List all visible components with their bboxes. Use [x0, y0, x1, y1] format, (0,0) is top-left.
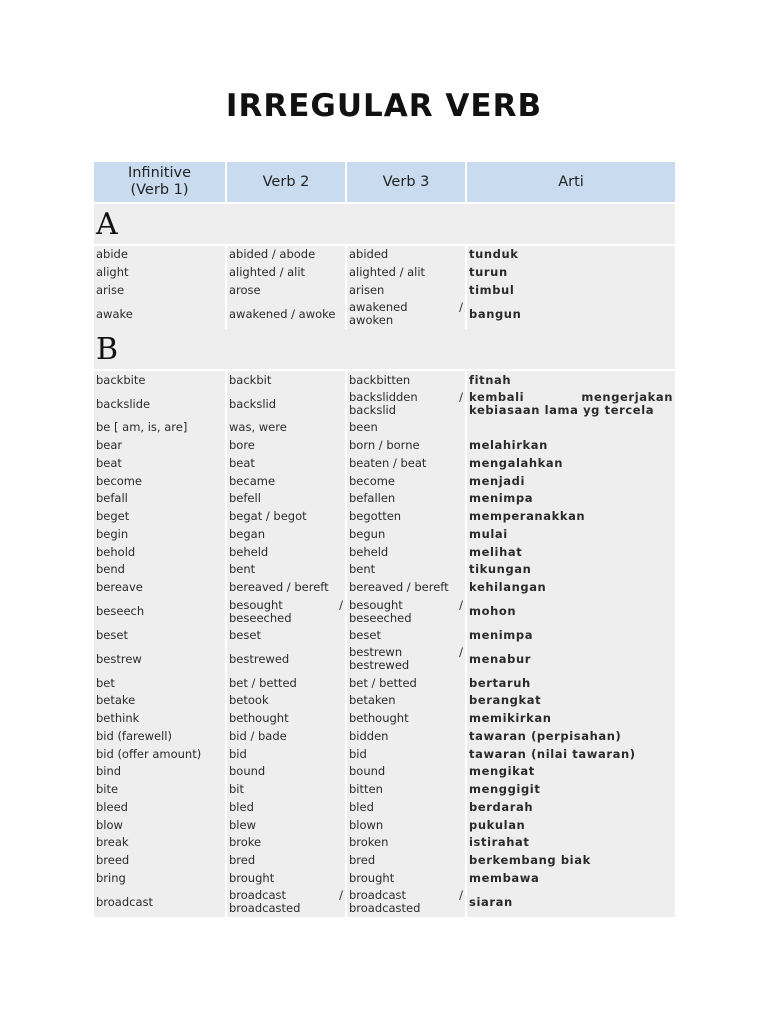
table-row [94, 834, 675, 852]
cell-arti: mulai [466, 526, 675, 544]
cell-verb3: backbitten [346, 370, 466, 389]
cell-infinitive: blow [94, 816, 226, 834]
table-row [94, 763, 675, 781]
cell-arti: memikirkan [466, 710, 675, 728]
cell-infinitive: bid (offer amount) [94, 745, 226, 763]
cell-infinitive: begin [94, 526, 226, 544]
table-row [94, 455, 675, 473]
table-row [94, 870, 675, 888]
table-row [94, 816, 675, 834]
cell-verb3: beset [346, 627, 466, 645]
cell-arti: memperanakkan [466, 508, 675, 526]
table-body [94, 203, 675, 917]
table-row [94, 674, 675, 692]
cell-verb2: awakened / awoke [226, 299, 346, 329]
cell-infinitive: bleed [94, 799, 226, 817]
cell-arti: turun [466, 264, 675, 282]
section-letter-b: B [94, 329, 675, 370]
cell-verb3: bidden [346, 728, 466, 746]
cell-arti: kembali mengerjakan kebiasaan lama yg tercela [466, 389, 675, 419]
slash-separator: / [459, 888, 463, 903]
table-row [94, 579, 675, 597]
cell-verb2: was, were [226, 419, 346, 437]
table-row [94, 245, 675, 264]
cell-verb3: bet / betted [346, 674, 466, 692]
cell-verb3-form-a: bestrewn [349, 645, 403, 660]
cell-arti: berkembang biak [466, 852, 675, 870]
cell-verb2: betook [226, 692, 346, 710]
cell-verb3: bereaved / bereft [346, 579, 466, 597]
cell-verb3-form-b: broadcasted [349, 901, 421, 916]
cell-verb3-form-a: broadcast [349, 888, 407, 903]
cell-verb3-form-a: backslidden [349, 390, 418, 404]
cell-arti: mengalahkan [466, 455, 675, 473]
cell-arti: tikungan [466, 561, 675, 579]
cell-verb2: bred [226, 852, 346, 870]
cell-verb3: alighted / alit [346, 264, 466, 282]
cell-verb2 [226, 597, 346, 627]
table-row [94, 781, 675, 799]
table-row [94, 526, 675, 544]
table-row [94, 370, 675, 389]
table-row [94, 627, 675, 645]
cell-infinitive: be [ am, is, are] [94, 419, 226, 437]
cell-verb3: brought [346, 870, 466, 888]
cell-arti: menabur [466, 644, 675, 674]
table-row [94, 710, 675, 728]
cell-verb3: bitten [346, 781, 466, 799]
table-row [94, 799, 675, 817]
cell-verb2-form-b: beseeched [229, 610, 292, 625]
cell-infinitive: bereave [94, 579, 226, 597]
slash-separator: / [459, 645, 463, 660]
cell-verb3-form-b: bestrewed [349, 658, 410, 673]
cell-verb3 [346, 644, 466, 674]
cell-verb3: bent [346, 561, 466, 579]
table-row [94, 692, 675, 710]
cell-verb3: abided [346, 245, 466, 264]
cell-verb3: bred [346, 852, 466, 870]
slash-separator: / [459, 390, 463, 404]
cell-verb2: bore [226, 437, 346, 455]
cell-verb2 [226, 887, 346, 917]
cell-verb3: born / borne [346, 437, 466, 455]
cell-verb2-form-a: broadcast [229, 888, 287, 903]
cell-verb2: abided / abode [226, 245, 346, 264]
section-row-a [94, 203, 675, 245]
cell-verb3-form-b: awoken [349, 313, 394, 328]
cell-verb3: bid [346, 745, 466, 763]
cell-infinitive: bestrew [94, 644, 226, 674]
table-row [94, 490, 675, 508]
cell-arti: mengikat [466, 763, 675, 781]
table-row [94, 282, 675, 300]
cell-infinitive: bear [94, 437, 226, 455]
cell-arti: bertaruh [466, 674, 675, 692]
cell-verb2: backbit [226, 370, 346, 389]
cell-verb2: bid / bade [226, 728, 346, 746]
table-row [94, 644, 675, 674]
cell-verb3: arisen [346, 282, 466, 300]
cell-verb2: begat / begot [226, 508, 346, 526]
cell-arti: menggigit [466, 781, 675, 799]
cell-infinitive: beseech [94, 597, 226, 627]
cell-verb2: bereaved / bereft [226, 579, 346, 597]
cell-arti: pukulan [466, 816, 675, 834]
cell-arti: fitnah [466, 370, 675, 389]
cell-arti: siaran [466, 887, 675, 917]
cell-verb2: backslid [226, 389, 346, 419]
irregular-verb-table [94, 162, 675, 917]
cell-verb3: betaken [346, 692, 466, 710]
cell-verb3: begun [346, 526, 466, 544]
table-row [94, 597, 675, 627]
cell-infinitive: abide [94, 245, 226, 264]
cell-infinitive: behold [94, 543, 226, 561]
cell-verb3 [346, 597, 466, 627]
slash-separator: / [459, 300, 463, 315]
cell-verb2: began [226, 526, 346, 544]
table-row [94, 728, 675, 746]
cell-infinitive: arise [94, 282, 226, 300]
cell-verb3: bound [346, 763, 466, 781]
cell-arti: menimpa [466, 490, 675, 508]
table-row [94, 389, 675, 419]
cell-infinitive: befall [94, 490, 226, 508]
header-infinitive-line1: Infinitive [127, 165, 192, 181]
cell-arti: berdarah [466, 799, 675, 817]
cell-arti: berangkat [466, 692, 675, 710]
cell-verb2: bestrewed [226, 644, 346, 674]
cell-verb3 [346, 299, 466, 329]
header-infinitive-line2: (Verb 1) [130, 182, 189, 198]
cell-verb3-line1 [349, 599, 463, 612]
cell-verb2: beset [226, 627, 346, 645]
cell-arti: mohon [466, 597, 675, 627]
cell-verb2: bet / betted [226, 674, 346, 692]
cell-verb3: beheld [346, 543, 466, 561]
table-row [94, 419, 675, 437]
header-infinitive [94, 162, 226, 203]
cell-infinitive: awake [94, 299, 226, 329]
table-row [94, 543, 675, 561]
cell-verb2-line1 [229, 599, 343, 612]
cell-verb3: begotten [346, 508, 466, 526]
cell-verb3-form-a: awakened [349, 300, 408, 315]
table-row [94, 745, 675, 763]
table-row [94, 472, 675, 490]
cell-infinitive: break [94, 834, 226, 852]
cell-verb2: broke [226, 834, 346, 852]
page-title: IRREGULAR VERB [225, 88, 543, 124]
cell-arti: menimpa [466, 627, 675, 645]
cell-verb2: bound [226, 763, 346, 781]
table-row [94, 264, 675, 282]
cell-infinitive: bid (farewell) [94, 728, 226, 746]
table-row [94, 887, 675, 917]
cell-verb2: blew [226, 816, 346, 834]
cell-arti: istirahat [466, 834, 675, 852]
table-row [94, 437, 675, 455]
cell-verb3: blown [346, 816, 466, 834]
cell-infinitive: beat [94, 455, 226, 473]
cell-infinitive: breed [94, 852, 226, 870]
cell-verb3-form-b: beseeched [349, 610, 412, 625]
cell-arti: membawa [466, 870, 675, 888]
cell-infinitive: bite [94, 781, 226, 799]
cell-verb3: bled [346, 799, 466, 817]
cell-verb2: bethought [226, 710, 346, 728]
cell-verb2: bid [226, 745, 346, 763]
cell-infinitive: become [94, 472, 226, 490]
cell-arti: menjadi [466, 472, 675, 490]
slash-separator: / [339, 888, 343, 903]
header-verb3: Verb 3 [346, 162, 466, 203]
cell-arti: melahirkan [466, 437, 675, 455]
cell-infinitive: backslide [94, 389, 226, 419]
table-header-row [94, 162, 675, 203]
cell-verb2: arose [226, 282, 346, 300]
cell-arti: tawaran (nilai tawaran) [466, 745, 675, 763]
cell-arti: tunduk [466, 245, 675, 264]
table-row [94, 508, 675, 526]
table-row [94, 852, 675, 870]
cell-verb3-form-a: besought [349, 597, 403, 612]
cell-arti: bangun [466, 299, 675, 329]
cell-verb3: broken [346, 834, 466, 852]
cell-infinitive: beset [94, 627, 226, 645]
header-arti: Arti [466, 162, 675, 203]
cell-arti [466, 419, 675, 437]
cell-infinitive: bind [94, 763, 226, 781]
section-row-b [94, 329, 675, 370]
cell-verb2: beheld [226, 543, 346, 561]
cell-verb2: befell [226, 490, 346, 508]
cell-infinitive: bet [94, 674, 226, 692]
cell-arti: kehilangan [466, 579, 675, 597]
cell-infinitive: bethink [94, 710, 226, 728]
cell-infinitive: beget [94, 508, 226, 526]
cell-verb3: been [346, 419, 466, 437]
cell-verb3: befallen [346, 490, 466, 508]
cell-infinitive: bend [94, 561, 226, 579]
cell-verb2: bent [226, 561, 346, 579]
cell-verb2: bled [226, 799, 346, 817]
cell-verb2: became [226, 472, 346, 490]
cell-verb3 [346, 389, 466, 419]
section-letter-a: A [94, 203, 675, 245]
cell-infinitive: bring [94, 870, 226, 888]
cell-verb3: bethought [346, 710, 466, 728]
table-row [94, 299, 675, 329]
cell-verb3-form-b: backslid [349, 403, 397, 417]
cell-infinitive: alight [94, 264, 226, 282]
cell-verb2-form-a: besought [229, 597, 283, 612]
cell-infinitive: backbite [94, 370, 226, 389]
cell-verb2: bit [226, 781, 346, 799]
header-verb2: Verb 2 [226, 162, 346, 203]
cell-infinitive: broadcast [94, 887, 226, 917]
cell-verb3 [346, 887, 466, 917]
cell-verb2-form-b: broadcasted [229, 901, 301, 916]
table-row [94, 561, 675, 579]
cell-verb3: become [346, 472, 466, 490]
cell-verb2: beat [226, 455, 346, 473]
cell-infinitive: betake [94, 692, 226, 710]
cell-verb2: alighted / alit [226, 264, 346, 282]
cell-verb2: brought [226, 870, 346, 888]
cell-verb3: beaten / beat [346, 455, 466, 473]
slash-separator: / [339, 597, 343, 612]
slash-separator: / [459, 597, 463, 612]
cell-arti: timbul [466, 282, 675, 300]
cell-arti: tawaran (perpisahan) [466, 728, 675, 746]
cell-arti: melihat [466, 543, 675, 561]
